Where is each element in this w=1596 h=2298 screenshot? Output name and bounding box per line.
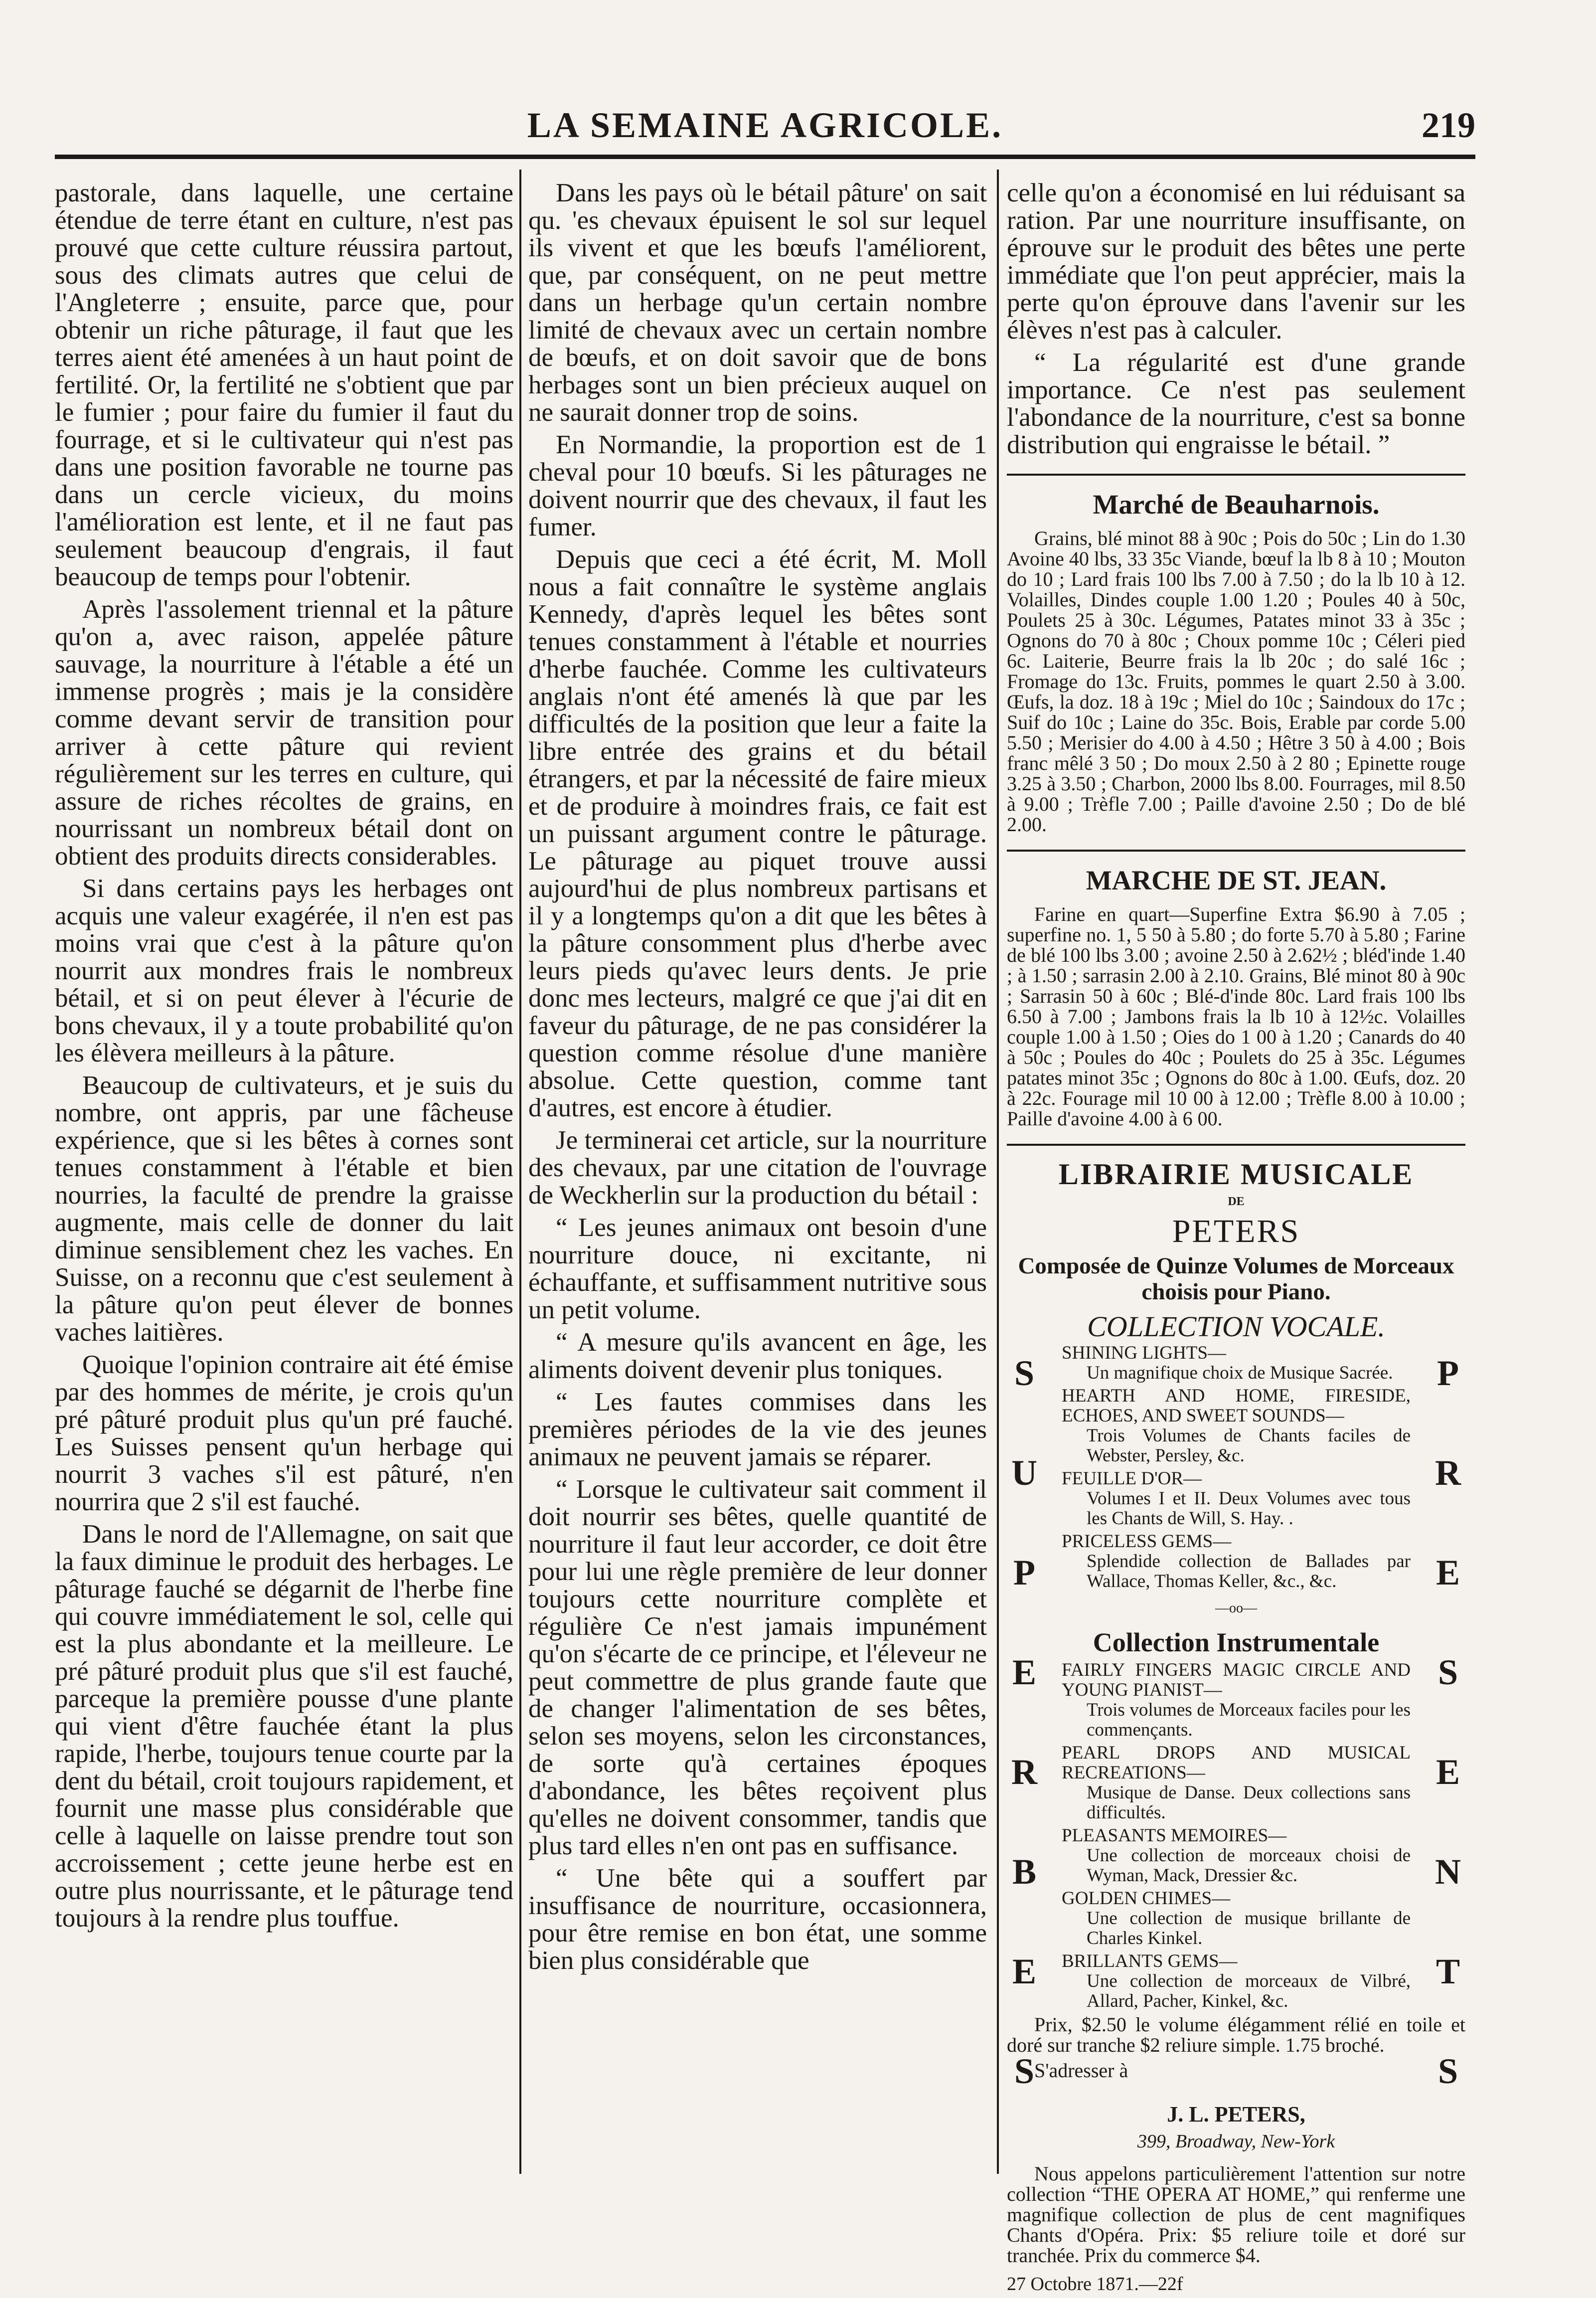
market-beauharnois-title: Marché de Beauharnois. (1093, 489, 1380, 520)
catalog-item (1062, 1660, 1411, 1740)
quote-paragraph: “ Les jeunes animaux ont besoin d'une nourriture douce, ni excitante, ni échauffante, et suffisamment nutritive sous un petit volume. (528, 1213, 987, 1324)
column-divider (997, 170, 999, 2174)
market-stjean-prices: Farine en quart—Superfine Extra $6.90 à 7.05 ; superfine no. 1, 5 50 à 5.80 ; do forte 5.70 à 5.80 ; Farine de blé 100 lbs 3.00 ; avoine 2.50 à 2.62½ ; bléd'inde 1.40 ; à 1.50 ; sarrasin 2.00 à 2.10. Grains, Blé minot 80 à 90c ; Sarrasin 50 à 60c ; Blé-d'inde 80c. Lard frais 100 lbs 6.50 à 7.00 ; Jambons frais la lb 10 à 12½c. Volailles couple 1.00 à 1.50 ; Oies do 1 00 à 1.20 ; Canards do 40 à 50c ; Poules do 40c ; Poulets do 25 à 35c. Légumes patates minot 35c ; Ognons do 80c à 1.00. Œufs, doz. 20 à 22c. Fourage mil 10 00 à 12.00 ; Trèfle 8.00 à 10.00 ; Paille d'avoine 4.00 à 6 00. (1007, 903, 1465, 1130)
collection-vocale-heading: COLLECTION VOCALE. (1087, 1310, 1385, 1343)
advert-de: DE (1228, 1195, 1245, 1208)
catalog-item (1062, 1889, 1411, 1948)
side-letter: E (1436, 1752, 1460, 1792)
advert-title: LIBRAIRIE MUSICALE (1058, 1158, 1414, 1191)
divider-ornament: —oo— (1215, 1600, 1257, 1616)
page-number: 219 (1422, 105, 1475, 145)
side-letter: S (1014, 1353, 1035, 1393)
page-header (55, 105, 1475, 160)
side-letter: B (1012, 1852, 1037, 1892)
article-paragraph: Dans les pays où le bétail pâture' on sait qu. 'es chevaux épuisent le sol sur lequel ils vivent et que les bœufs l'améliorent, que, par conséquent, on ne peut mettre dans un herbage qu'un certain nombre limité de chevaux avec un certain nombre de bœufs, et on doit savoir que de bons herbages sont un bien précieux auquel on ne saurait donner trop de soins. (528, 178, 987, 427)
market-beauharnois-prices: Grains, blé minot 88 à 90c ; Pois do 50c ; Lin do 1.30 Avoine 40 lbs, 33 35c Viande, bœuf la lb 8 à 10 ; Mouton do 10 ; Lard frais 100 lbs 7.00 à 7.50 ; do la lb 10 à 12. Volailles, Dindes couple 1.00 1.20 ; Poules 40 à 50c, Poulets 25 à 30c. Légumes, Patates minot 33 à 35c ; Ognons do 70 à 80c ; Choux pomme 10c ; Céleri pied 6c. Laiterie, Beurre frais la lb 20c ; do salé 16c ; Fromage do 13c. Fruits, pommes le quart 2.50 à 3.00. Œufs, la doz. 18 à 19c ; Miel do 10c ; Saindoux do 17c ; Suif do 10c ; Laine do 35c. Bois, Erable par corde 5.00 5.50 ; Merisier do 4.00 à 4.50 ; Hêtre 3 50 à 4.00 ; Bois franc mêlé 3 50 ; Do moux 2.50 à 2 80 ; Epinette rouge 3.25 à 3.50 ; Charbon, 2000 lbs 8.00. Fourrages, mil 8.50 à 9.00 ; Trèfle 7.00 ; Paille d'avoine 2.50 ; Do de blé 2.00. (1007, 527, 1465, 836)
catalog-item-title: SHINING LIGHTS— (1062, 1343, 1226, 1363)
side-letter: S (1437, 1652, 1458, 1692)
catalog-item-title: PRICELESS GEMS— (1062, 1531, 1232, 1552)
quote-paragraph: “ Lorsque le cultivateur sait comment il doit nourrir ses bêtes, quelle quantité de nourriture il faut leur accorder, ce doit être pour lui une règle première de leur donner toujours cette nourriture complète et régulière Ce n'est jamais impunément qu'on s'écarte de ce principe, et l'éleveur ne peut commettre de plus grande faute que de changer l'alimentation de ses bêtes, selon ses moyens, selon les circonstances, de sorte qu'à certaines époques d'abondance, les bêtes reçoivent plus qu'elles ne doivent consommer, tandis que plus tard elles n'en ont pas en suffisance. (528, 1475, 987, 1860)
column-3 (1007, 179, 1465, 2298)
side-letter: P (1437, 1353, 1459, 1393)
article-paragraph: Après l'assolement triennal et la pâture qu'on a, avec raison, appelée pâture sauvage, la nourriture à l'étable a été un immense progrès ; mais je la considère comme devant servir de transition pour arriver à cette pâture qui revient régulièrement sur les terres en culture, qui assure de riches récoltes de grains, en nourrissant un nombreux bétail dont on obtient des produits directs considerables. (55, 595, 513, 871)
catalog-item-title: HEARTH AND HOME, FIRESIDE, ECHOES, AND SWEET SOUNDS— (1062, 1386, 1411, 1426)
advert-note: Nous appelons particulièrement l'attention sur notre collection “THE OPERA AT HOME,” qui renferme une magnifique collection de plus de cent magnifiques Chants d'Opéra. Prix: $5 reliure toile et doré sur tranchée. Prix du commerce $4. (1007, 2162, 1465, 2267)
article-paragraph: Dans le nord de l'Allemagne, on sait que la faux diminue le produit des herbages. Le pâturage fauché se dégarnit de l'herbe fine qui couvre immédiatement le sol, celle qui est la plus abondante et la meilleure. Le pré pâturé produit plus que s'il est fauché, parceque la première pousse d'une plante qui vient d'être fauchée étant la plus rapide, l'herbe, toujours tenue courte par la dent du bétail, croit toujours rapidement, et fournit une masse plus considérable que celle à laquelle on laisse prendre tout son accroissement ; cette jeune herbe est en outre plus nourrissante, et le pâturage tend toujours à la rendre plus touffue. (55, 1520, 513, 1933)
side-letter: E (1436, 1553, 1460, 1592)
column-divider (519, 170, 521, 2174)
article-paragraph: Quoique l'opinion contraire ait été émise par des hommes de mérite, je crois qu'un pré pâturé produit plus qu'un pré fauché. Les Suisses pensent qu'un herbage qui nourrit 3 vaches s'il est pâturé, n'en nourrira que 2 s'il est fauché. (55, 1350, 513, 1516)
catalog-item-title: GOLDEN CHIMES— (1062, 1888, 1231, 1909)
side-letter: S (1014, 2051, 1035, 2091)
side-letter: U (1011, 1453, 1037, 1493)
catalog-item (1062, 1951, 1411, 2011)
catalog-item-desc: Trois Volumes de Chants faciles de Webster, Persley, &c. (1087, 1425, 1411, 1466)
side-letter: T (1436, 1951, 1460, 1991)
article-paragraph: celle qu'on a économisé en lui réduisant sa ration. Par une nourriture insuffisante, on éprouve sur le produit des bêtes une perte immédiate que l'on peut apprécier, mais la perte qu'on éprouve dans l'avenir sur les élèves n'est pas à calculer. (1007, 178, 1465, 345)
catalog-item-title: BRILLANTS GEMS— (1062, 1951, 1238, 1971)
catalog-item (1062, 1343, 1411, 1383)
catalog-item-desc: Volumes I et II. Deux Volumes avec tous les Chants de Will, S. Hay. . (1087, 1488, 1411, 1529)
side-letter: N (1435, 1852, 1461, 1892)
side-letter: P (1013, 1553, 1035, 1592)
catalog-item-desc: Une collection de morceaux de Vilbré, Allard, Pacher, Kinkel, &c. (1087, 1971, 1411, 2011)
catalog-item-desc: Splendide collection de Ballades par Wallace, Thomas Keller, &c., &c. (1087, 1551, 1411, 1591)
side-word-superbes (1007, 1353, 1042, 2091)
article-paragraph: pastorale, dans laquelle, une certaine étendue de terre étant en culture, n'est pas prouvé que cette culture réussira partout, sous des climats autres que celui de l'Angleterre ; ensuite, parce que, pour obtenir un riche pâturage, il faut que les terres aient été amenées à un haut point de fertilité. Or, la fertilité ne s'obtient que par le fumier ; pour faire du fumier il faut du fourrage, et si le cultivateur qui n'est pas dans une position favorable ne tourne pas dans un cercle vicieux, du moins l'amélioration est lente, et il ne faut pas seulement beaucoup d'engrais, il faut beaucoup de temps pour l'obtenir. (55, 178, 513, 591)
side-letter: E (1012, 1951, 1037, 1991)
article-paragraph: Je terminerai cet article, sur la nourriture des chevaux, par une citation de l'ouvrage de Weckherlin sur la production du bétail : (528, 1126, 987, 1210)
advert-subtitle: Composée de Quinze Volumes de Morceaux choisis pour Piano. (1018, 1253, 1454, 1305)
catalog-item (1062, 1469, 1411, 1529)
catalog-item-desc: Trois volumes de Morceaux faciles pour les commençants. (1087, 1700, 1411, 1740)
side-letter: E (1012, 1652, 1037, 1692)
collection-instrumentale-heading: Collection Instrumentale (1093, 1627, 1380, 1657)
article-paragraph: Beaucoup de cultivateurs, et je suis du nombre, ont appris, par une fâcheuse expérience, que si les bêtes à cornes sont tenues constamment à l'étable et bien nourries, la faculté de prendre la graisse augmente, mais celle de donner du lait diminue sensiblement chez les vaches. En Suisse, on a reconnu que c'est seulement à la pâture qu'on peut élever de bonnes vaches laitières. (55, 1071, 513, 1347)
header-rule (55, 155, 1475, 159)
advert-address: 399, Broadway, New-York (1137, 2131, 1335, 2152)
side-letter: R (1011, 1752, 1037, 1792)
column-1 (55, 179, 513, 1937)
catalog-item-desc: Musique de Danse. Deux collections sans difficultés. (1087, 1782, 1411, 1823)
side-word-presents (1431, 1353, 1465, 2091)
side-letter: R (1435, 1453, 1461, 1493)
catalog-item-title: PEARL DROPS AND MUSICAL RECREATIONS— (1062, 1743, 1411, 1783)
catalog-item (1062, 1826, 1411, 1886)
article-paragraph: En Normandie, la proportion est de 1 cheval pour 10 bœufs. Si les pâturages ne doivent nourrir que des chevaux, il faut les fumer. (528, 430, 987, 541)
section-rule (1007, 1144, 1465, 1146)
catalog-item-desc: Une collection de morceaux choisi de Wyman, Mack, Dressier &c. (1087, 1845, 1411, 1886)
catalog-item (1062, 1743, 1411, 1823)
column-2 (528, 179, 987, 1979)
article-paragraph: Depuis que ceci a été écrit, M. Moll nous a fait connaître le système anglais Kennedy, d'après lequel les bêtes sont tenues constamment à l'étable et nourries d'herbe fauchée. Comme les cultivateurs anglais n'ont été amenés là que par les difficultés de la position que leur a faite la libre entrée des grains et du bétail étrangers, et par la nécessité de faire mieux et de produire à moindres frais, ce fait est un puissant argument contre le pâturage. Le pâturage au piquet trouve aussi aujourd'hui de plus nombreux partisans et il y a longtemps qu'on a dit que les bêtes à la pâture consomment plus d'herbe avec leurs pieds qu'avec leurs dents. Je prie donc mes lecteurs, malgré ce que j'ai dit en faveur du pâturage, de ne pas considérer la question comme résolue d'une manière absolue. Cette question, comme tant d'autres, est encore à étudier. (528, 545, 987, 1122)
catalog-item-title: FAIRLY FINGERS MAGIC CIRCLE AND YOUNG PIANIST— (1062, 1660, 1411, 1700)
advert-signature: J. L. PETERS, (1167, 2102, 1305, 2126)
journal-title: LA SEMAINE AGRICOLE. (527, 105, 1003, 145)
catalog-item-title: FEUILLE D'OR— (1062, 1468, 1202, 1489)
article-paragraph: Si dans certains pays les herbages ont acquis une valeur exagérée, il n'en est pas moins vrai que c'est à la pâture qu'on nourrit aux mondres frais le nombreux bétail, et si on peut élever à l'écurie de bons chevaux, il y a toute probabilité qu'on les élèvera meilleurs à la pâture. (55, 874, 513, 1067)
quote-paragraph: “ A mesure qu'ils avancent en âge, les aliments doivent devenir plus toniques. (528, 1328, 987, 1384)
quote-paragraph: “ Une bête qui a souffert par insuffisance de nourriture, occasionnera, pour être remise en bon état, une somme bien plus considérable que (528, 1864, 987, 1975)
quote-paragraph: “ Les fautes commises dans les premières périodes de la vie des jeunes animaux ne peuvent jamais se réparer. (528, 1388, 987, 1471)
advert-peters: PETERS (1172, 1213, 1300, 1249)
quote-paragraph: “ La régularité est d'une grande importance. Ce n'est pas seulement l'abondance de la nourriture, c'est sa bonne distribution qui engraisse le bétail. ” (1007, 348, 1465, 459)
side-letter: S (1437, 2051, 1458, 2091)
section-rule (1007, 474, 1465, 476)
catalog-item (1062, 1386, 1411, 1466)
catalog-item-title: PLEASANTS MEMOIRES— (1062, 1825, 1287, 1846)
catalog-item (1062, 1532, 1411, 1591)
catalog-item-desc: Un magnifique choix de Musique Sacrée. (1087, 1363, 1393, 1383)
market-stjean-title: MARCHE DE ST. JEAN. (1086, 865, 1387, 895)
advert-price: Prix, $2.50 le volume élégamment rélié en toile et doré sur tranche $2 reliure simple. 1.75 broché. (1007, 2013, 1465, 2056)
advert-contact-label: S'adresser à (1034, 2059, 1128, 2082)
section-rule (1007, 850, 1465, 852)
advert-date: 27 Octobre 1871.—22f (1007, 2274, 1183, 2295)
catalog-item-desc: Une collection de musique brillante de Charles Kinkel. (1087, 1908, 1411, 1948)
